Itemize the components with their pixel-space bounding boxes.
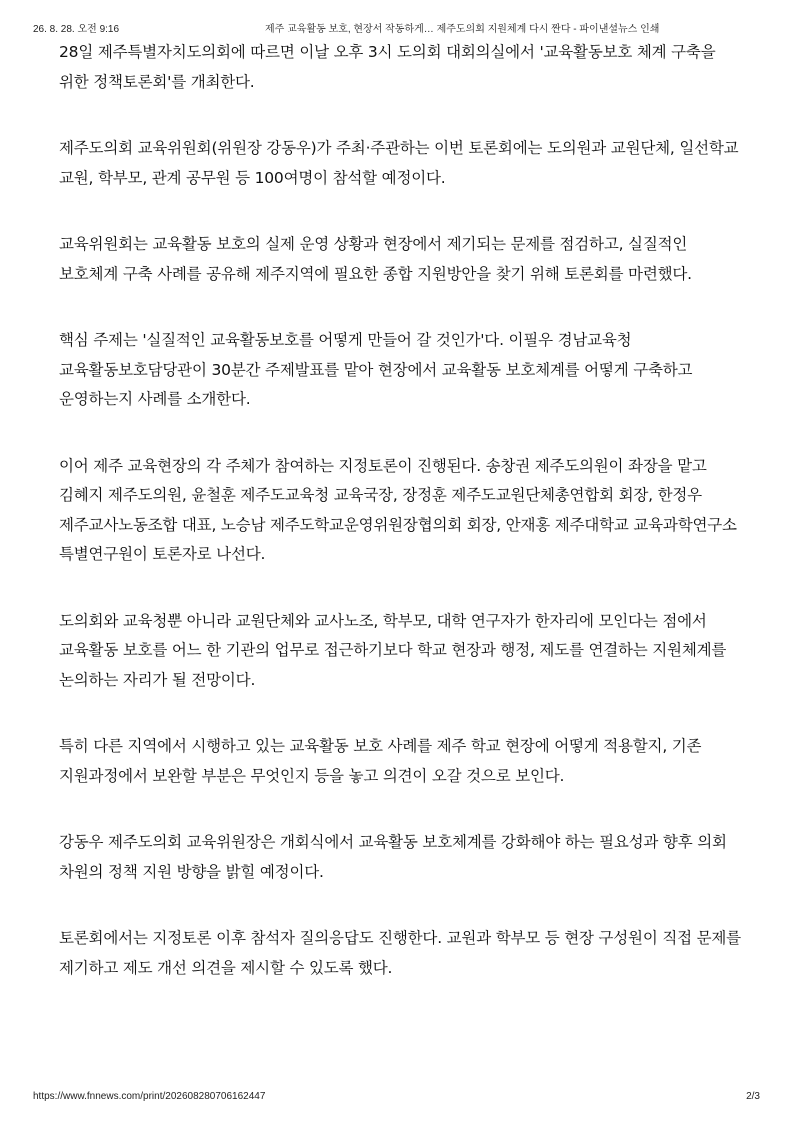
print-url: https://www.fnnews.com/print/202608280706162447 <box>33 1091 266 1102</box>
article-paragraph: 도의회와 교육청뿐 아니라 교원단체와 교사노조, 학부모, 대학 연구자가 한자리에 모인다는 점에서 교육활동 보호를 어느 한 기관의 업무로 접근하기보다 학교 현장과 행정, 제도를 연결하는 지원체계를 논의하는 자리가 될 전망이다. <box>59 611 727 689</box>
print-header <box>33 20 760 36</box>
article-paragraph: 28일 제주특별자치도의회에 따르면 이날 오후 3시 도의회 대회의실에서 '교육활동보호 체계 구축을 위한 정책토론회'를 개최한다. <box>59 43 716 91</box>
page-number: 2/3 <box>746 1091 760 1102</box>
print-datetime: 26. 8. 28. 오전 9:16 <box>33 24 120 35</box>
article-paragraph: 강동우 제주도의회 교육위원장은 개회식에서 교육활동 보호체계를 강화해야 하는 필요성과 향후 의회 차원의 정책 지원 방향을 밝힐 예정이다. <box>59 833 727 881</box>
article-paragraph: 제주도의회 교육위원회(위원장 강동우)가 주최·주관하는 이번 토론회에는 도의원과 교원단체, 일선학교 교원, 학부모, 관계 공무원 등 100여명이 참석할 예정이다. <box>59 139 739 187</box>
print-footer <box>33 1091 760 1105</box>
print-page-title: 제주 교육활동 보호, 현장서 작동하게… 제주도의회 지원체계 다시 짠다 - 파이낸셜뉴스 인쇄 <box>265 24 660 35</box>
article-body <box>59 38 749 1020</box>
article-paragraph: 핵심 주제는 '실질적인 교육활동보호를 어떻게 만들어 갈 것인가'다. 이필우 경남교육청 교육활동보호담당관이 30분간 주제발표를 맡아 현장에서 교육활동 보호체계를 어떻게 구축하고 운영하는지 사례를 소개한다. <box>59 331 693 408</box>
article-paragraph: 토론회에서는 지정토론 이후 참석자 질의응답도 진행한다. 교원과 학부모 등 현장 구성원이 직접 문제를 제기하고 제도 개선 의견을 제시할 수 있도록 했다. <box>59 929 741 977</box>
article-paragraph: 특히 다른 지역에서 시행하고 있는 교육활동 보호 사례를 제주 학교 현장에 어떻게 적용할지, 기존 지원과정에서 보완할 부분은 무엇인지 등을 놓고 의견이 오갈 것으로 보인다. <box>59 737 702 785</box>
article-paragraph: 교육위원회는 교육활동 보호의 실제 운영 상황과 현장에서 제기되는 문제를 점검하고, 실질적인 보호체계 구축 사례를 공유해 제주지역에 필요한 종합 지원방안을 찾기 위해 토론회를 마련했다. <box>59 235 692 283</box>
article-paragraph: 이어 제주 교육현장의 각 주체가 참여하는 지정토론이 진행된다. 송창권 제주도의원이 좌장을 맡고 김혜지 제주도의원, 윤철훈 제주도교육청 교육국장, 장정훈 제주도교원단체총연합회 회장, 한정우 제주교사노동조합 대표, 노승남 제주도학교운영위원장협의회 회장, 안재홍 제주대학교 교육과학연구소 특별연구원이 토론자로 나선다. <box>59 456 737 563</box>
